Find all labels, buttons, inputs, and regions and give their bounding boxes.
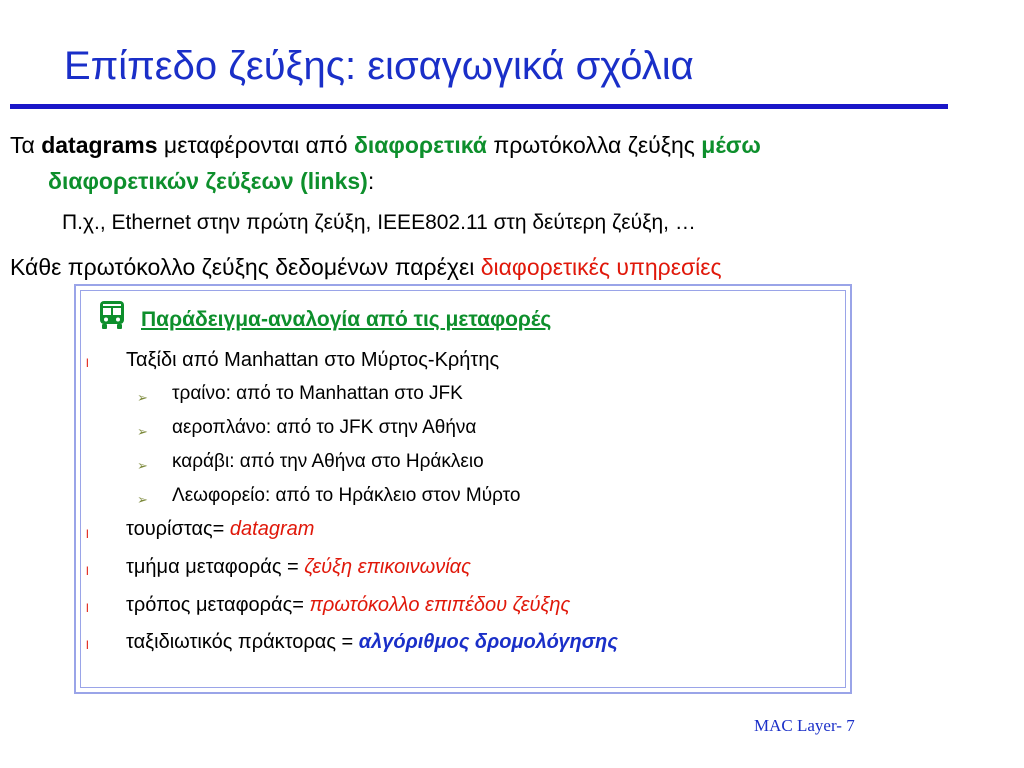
mapping-value: αλγόριθμος δρομολόγησης	[358, 631, 618, 653]
example-heading: Παράδειγμα-αναλογία από τις μεταφορές	[141, 308, 552, 331]
mapping-value: ζεύξη επικοινωνίας	[304, 556, 471, 578]
arrow-marker-icon: ➢	[137, 492, 148, 507]
list-item-mode	[126, 594, 570, 617]
bullet-example-ethernet: Π.χ., Ethernet στην πρώτη ζεύξη, IEEE802.11 στη δεύτερη ζεύξη, …	[62, 211, 696, 234]
title-divider	[10, 104, 948, 109]
mapping-label: τουρίστας=	[126, 518, 230, 540]
arrow-marker-icon: ➢	[137, 390, 148, 405]
slide-title: Επίπεδο ζεύξης: εισαγωγικά σχόλια	[64, 44, 694, 88]
bullet-datagrams	[10, 128, 761, 162]
list-marker: l	[86, 564, 89, 578]
bullet-datagrams-continuation	[48, 164, 374, 198]
sub-item-bus: Λεωφορείο: από το Ηράκλειο στον Μύρτο	[172, 485, 521, 506]
mapping-label: ταξιδιωτικός πράκτορας =	[126, 631, 359, 653]
mapping-label: τρόπος μεταφοράς=	[126, 594, 310, 616]
bullet-text: πρωτόκολλα ζεύξης	[486, 132, 702, 158]
different-term: διαφορετικά	[353, 132, 487, 158]
mapping-label: τμήμα μεταφοράς =	[126, 556, 305, 578]
list-item-trip: Ταξίδι από Manhattan στο Μύρτος-Κρήτης	[126, 349, 500, 371]
sub-item-ship: καράβι: από την Αθήνα στο Ηράκλειο	[172, 451, 484, 472]
bullet-text: Τα	[10, 132, 42, 158]
bullet-text: μεταφέρονται από	[157, 132, 354, 158]
sub-item-train: τραίνο: από το Manhattan στο JFK	[172, 383, 463, 404]
list-marker: l	[86, 356, 89, 370]
bullet-text: Κάθε πρωτόκολλο ζεύξης δεδομένων παρέχει	[10, 254, 481, 280]
mapping-value: datagram	[229, 518, 315, 540]
through-term: μέσω	[701, 132, 761, 158]
mapping-value: πρωτόκολλο επιπέδου ζεύξης	[309, 594, 571, 616]
list-marker: l	[86, 638, 89, 652]
list-marker: l	[86, 527, 89, 541]
slide-footer: MAC Layer- 7	[754, 716, 855, 735]
list-item-tourist	[126, 518, 314, 541]
arrow-marker-icon: ➢	[137, 424, 148, 439]
sub-item-plane: αεροπλάνο: από το JFK στην Αθήνα	[172, 417, 477, 438]
bullet-text: :	[367, 168, 375, 194]
bullet-services	[10, 250, 722, 284]
services-term: διαφορετικές υπηρεσίες	[480, 254, 722, 280]
datagrams-term: datagrams	[41, 132, 158, 158]
bus-icon	[98, 300, 126, 330]
list-marker: l	[86, 601, 89, 615]
links-term: διαφορετικών ζεύξεων (links)	[48, 168, 368, 194]
arrow-marker-icon: ➢	[137, 458, 148, 473]
list-item-segment	[126, 556, 471, 579]
list-item-agent	[126, 631, 618, 654]
